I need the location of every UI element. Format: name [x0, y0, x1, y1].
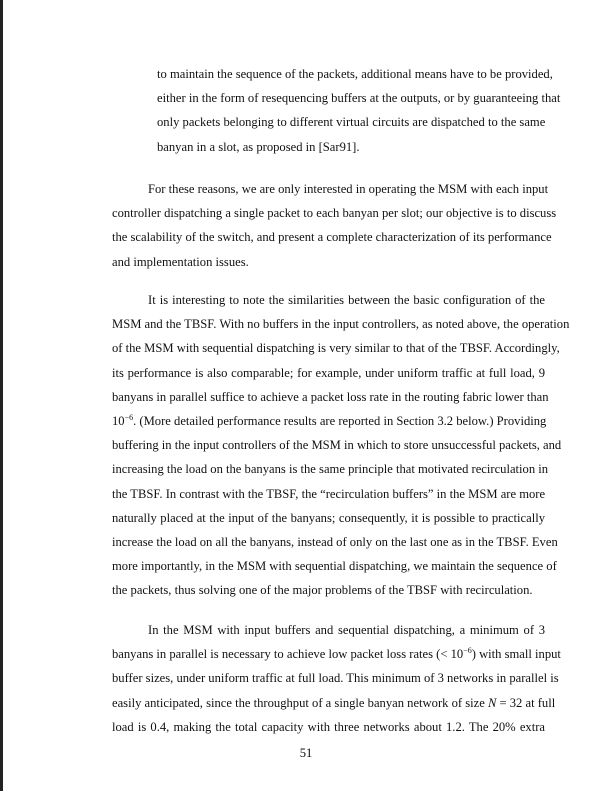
- text-line: the scalability of the switch, and present a complete characterization of its performance: [112, 230, 552, 245]
- text-line: and implementation issues.: [112, 254, 249, 269]
- text-line: the packets, thus solving one of the major problems of the TBSF with recirculation.: [112, 583, 533, 598]
- math-variable: N: [487, 695, 497, 710]
- text-line: buffer sizes, under uniform traffic at full load. This minimum of 3 networks in parallel is: [112, 671, 559, 686]
- text-line: only packets belonging to different virtual circuits are dispatched to the same: [157, 115, 546, 130]
- text-line: more importantly, in the MSM with sequential dispatching, we maintain the sequence of: [112, 559, 557, 574]
- text-line: buffering in the input controllers of the MSM in which to store unsuccessful packets, and: [112, 438, 562, 453]
- text-line: controller dispatching a single packet to each banyan per slot; our objective is to discuss: [112, 206, 557, 221]
- text-line: banyans in parallel suffice to achieve a packet loss rate in the routing fabric lower than: [112, 389, 549, 404]
- text-run: easily anticipated, since the throughput of a single banyan network of size: [112, 695, 488, 710]
- text-run: ) with small input: [471, 647, 561, 662]
- text-run: . (More detailed performance results are reported in Section 3.2 below.) Providing: [133, 413, 547, 428]
- page-number: 51: [299, 746, 313, 760]
- text-line: of the MSM with sequential dispatching is very similar to that of the TBSF. Accordingly,: [112, 341, 560, 356]
- text-line: the TBSF. In contrast with the TBSF, the “recirculation buffers” in the MSM are more: [112, 486, 546, 501]
- text-line: to maintain the sequence of the packets, additional means have to be provided,: [157, 67, 553, 81]
- superscript: −6: [463, 646, 472, 656]
- text-line: It is interesting to note the similarities between the basic configuration of the: [148, 293, 545, 307]
- text-line: MSM and the TBSF. With no buffers in the input controllers, as noted above, the operation: [112, 317, 570, 332]
- text-line: either in the form of resequencing buffers at the outputs, or by guaranteeing that: [157, 91, 561, 106]
- continued-paragraph: [157, 62, 561, 159]
- scan-edge-rule: [0, 0, 3, 791]
- paragraph-reasons: [112, 177, 557, 274]
- text-run: = 32 at full: [496, 695, 556, 710]
- text-line: increasing the load on the banyans is the same principle that motivated recirculation in: [112, 462, 549, 477]
- text-line: banyan in a slot, as proposed in [Sar91].: [157, 139, 360, 154]
- paragraph-input-buffers: [112, 618, 561, 739]
- paragraph-similarities: [112, 288, 570, 602]
- text-line: [112, 642, 561, 666]
- text-run: 10: [112, 413, 125, 428]
- text-line: naturally placed at the input of the banyans; consequently, it is possible to practically: [112, 510, 545, 525]
- text-run: banyans in parallel is necessary to achieve low packet loss rates (< 10: [112, 647, 464, 662]
- superscript: −6: [124, 412, 134, 422]
- text-line: In the MSM with input buffers and sequential dispatching, a minimum of 3: [148, 623, 545, 637]
- text-line: [112, 409, 545, 433]
- text-line: load is 0.4, making the total capacity with three networks about 1.2. The 20% extra: [112, 719, 545, 734]
- text-line: For these reasons, we are only interested in operating the MSM with each input: [148, 182, 549, 196]
- text-line: [112, 691, 556, 715]
- text-line: its performance is also comparable; for example, under uniform traffic at full load, 9: [112, 365, 545, 380]
- text-line: increase the load on all the banyans, instead of only on the last one as in the TBSF. Even: [112, 534, 558, 549]
